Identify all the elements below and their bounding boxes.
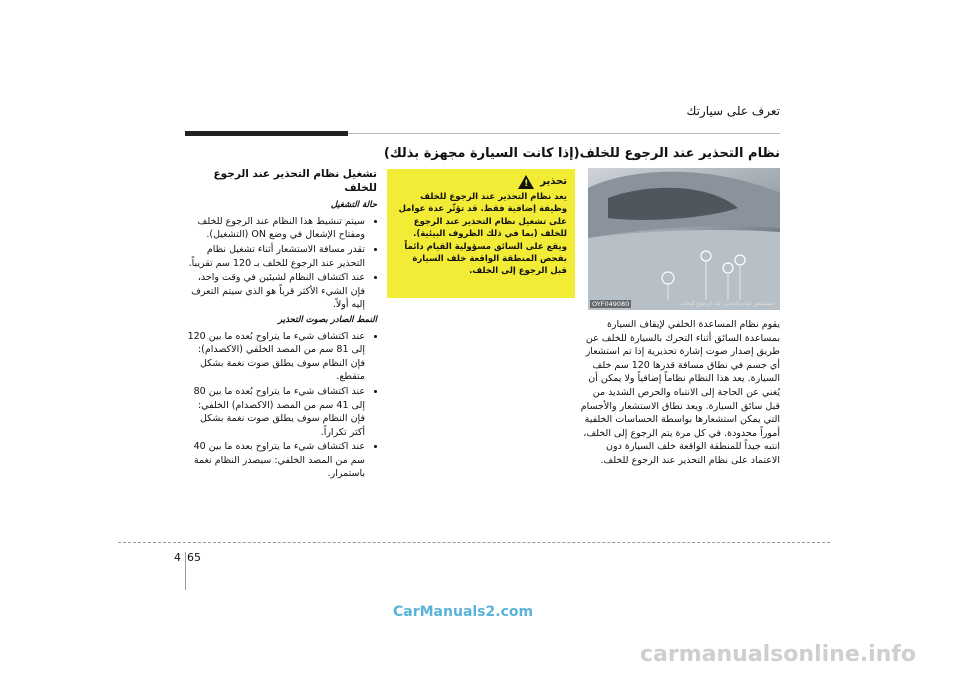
- page-number: 65: [187, 551, 201, 564]
- operation-section: [182, 168, 377, 482]
- figure-code: OYF049080: [592, 300, 630, 308]
- header-bar: [185, 131, 348, 136]
- warning-title: تحذير: [540, 175, 567, 187]
- watermark: carmanualsonline.info: [640, 642, 916, 667]
- list-item: • عند اكتشاف النظام لشيئين في وقت واحد، فإن الشيء الأكثر قرباً هو الذي سيتم التعرف إليه أولاً.: [182, 271, 365, 312]
- sensor-photo: [588, 168, 780, 310]
- list-item: • عند اكتشاف شيء ما يتراوح بُعده ما بين 120 إلى 81 سم من المصد الخلفي (الاكصدام): فإن النظام سوف يطلق صوت نغمة بشكل متقطع.: [182, 330, 365, 384]
- list-item: • تقدر مسافة الاستشعار أثناء تشغيل نظام التحذير عند الرجوع للخلف بـ 120 سم تقريباً.: [182, 243, 365, 270]
- list-item: • عند اكتشاف شيء ما يتراوح بُعده ما بين 80 إلى 41 سم من المصد (الاكصدام) الخلفي: فإن النظام سوف يطلق صوت نغمة بشكل أكثر تكراراً.: [182, 385, 365, 439]
- header-rule: [348, 133, 780, 134]
- operation-conditions-heading: حالة التشغيل: [330, 200, 377, 211]
- intro-paragraph: يقوم نظام المساعدة الخلفي لإيقاف السيارة بمساعدة السائق أثناء التحرك بالسيارة للخلف عن طريق إصدار صوت إشارة تحذيرية إذا تم استشعار أي جسم في نطاق مسافة قدرها 120 سم خلف السيارة. يعد هذا النظام نظاماً إضافياً ولا يمكن أن يُغني عن الحاجة إلى الانتباه والحرص الشديد من قبل سائق السيارة. ويعد نطاق الاستشعار والأجسام التي يمكن استشعارها بواسطة الحساسات الخلفية أموراً محدودة. في كل مرة يتم الرجوع إلى الخلف، انتبه جيداً للمنطقة الواقعة خلف السيارة دون الاعتماد على نظام التحذير عند الرجوع للخلف.: [580, 319, 780, 466]
- list-item: • عند اكتشاف شيء ما يتراوح بعده ما بين 40 سم من المصد الخلفي: سيصدر النظام نغمة باستمرار.: [182, 440, 365, 481]
- watermark: CarManuals2.com: [393, 604, 534, 620]
- warning-triangle-icon: !: [518, 175, 534, 189]
- warning-sound-heading: النمط الصادر بصوت التحذير: [278, 314, 377, 325]
- warning-box: [387, 169, 575, 298]
- footer-divider: [185, 552, 186, 590]
- header-title: تعرف على سيارتك: [686, 104, 780, 118]
- chapter-number: 4: [174, 551, 181, 564]
- operation-title: تشغيل نظام التحذير عند الرجوع للخلف: [213, 168, 377, 194]
- footer-rule: [118, 542, 830, 543]
- section-title: نظام التحذير عند الرجوع للخلف(إذا كانت السيارة مجهزة بذلك): [383, 146, 780, 161]
- warning-text: يعد نظام التحذير عند الرجوع للخلف وظيفة إضافية فقط. قد تؤثّر عدة عوامل على تشغيل نظام التحذير عند الرجوع للخلف (بما في ذلك الظروف البيئية). ويقع على السائق مسؤولية القيام دائماً بفحص المنطقة الواقعة خلف السيارة قبل الرجوع إلى الخلف.: [398, 192, 567, 277]
- figure-caption: مستشعر نظام التحذير عند الرجوع للخلف: [680, 301, 774, 307]
- list-item: • سيتم تنشيط هذا النظام عند الرجوع للخلف ومفتاح الإشعال في وضع ON (التشغيل).: [182, 215, 365, 242]
- car-rear-illustration: [588, 168, 780, 310]
- sound-types-list: [182, 330, 377, 482]
- conditions-list: [182, 215, 377, 312]
